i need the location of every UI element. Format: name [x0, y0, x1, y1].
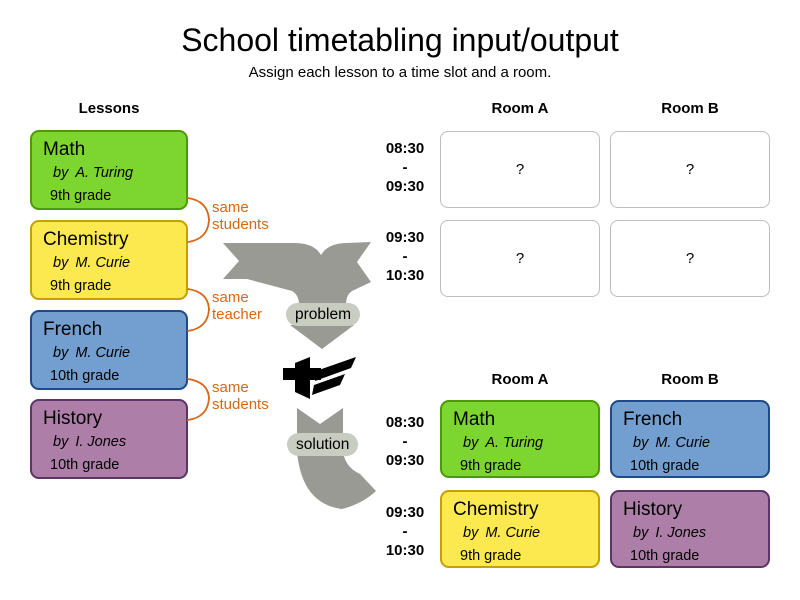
unsolved-cell-r1-room-a: ? [440, 131, 600, 208]
timeslot-end: 10:30 [385, 267, 425, 284]
unsolved-cell-r2-room-b: ? [610, 220, 770, 297]
solved-card-chemistry [440, 490, 600, 568]
lesson-card-history [30, 399, 188, 479]
teacher-name: I. Jones [75, 434, 127, 450]
by-label: by [633, 525, 649, 541]
lesson-name: Chemistry [453, 499, 539, 520]
page-title: School timetabling input/output [181, 22, 619, 58]
unsolved-cell-r2-room-a: ? [440, 220, 600, 297]
solved-room-b-header: Room B [661, 371, 719, 388]
timeslot-separator: - [402, 248, 408, 265]
lesson-teacher-line [633, 432, 759, 455]
teacher-name: M. Curie [75, 345, 131, 361]
timeslot-separator: - [402, 523, 408, 540]
solved-timeslot-1 [377, 413, 433, 470]
solved-timeslot-2 [377, 503, 433, 560]
by-label: by [53, 345, 69, 361]
problem-arrow [215, 235, 385, 355]
teacher-name: M. Curie [485, 525, 541, 541]
solved-card-french [610, 400, 770, 478]
unsolved-cell-r1-room-b: ? [610, 131, 770, 208]
lesson-teacher-line [53, 162, 177, 185]
lesson-teacher-line [463, 522, 589, 545]
lesson-teacher-line [53, 342, 177, 365]
timeslot-start: 09:30 [385, 504, 425, 521]
constraint-line2: students [212, 396, 269, 413]
same-students-bracket-2 [186, 377, 214, 422]
lesson-name: French [623, 409, 683, 430]
page-subtitle: Assign each lesson to a time slot and a room. [248, 64, 552, 81]
constraint-line1: same [212, 289, 249, 306]
lesson-grade: 10th grade [630, 548, 700, 564]
teacher-name: A. Turing [75, 165, 134, 181]
same-students-bracket-1 [186, 196, 214, 244]
teacher-name: M. Curie [655, 435, 711, 451]
by-label: by [463, 435, 479, 451]
timeslot-start: 09:30 [385, 229, 425, 246]
timeslot-start: 08:30 [385, 140, 425, 157]
constraint-line1: same [212, 379, 249, 396]
solution-arrow [290, 405, 385, 517]
lesson-name: Math [453, 409, 496, 430]
lesson-name: Chemistry [43, 229, 129, 250]
by-label: by [53, 255, 69, 271]
solved-card-math [440, 400, 600, 478]
teacher-name: A. Turing [485, 435, 544, 451]
timeslot-separator: - [402, 433, 408, 450]
solution-pill: solution [287, 433, 358, 456]
lesson-name: History [623, 499, 683, 520]
solved-card-history [610, 490, 770, 568]
solved-room-a-header: Room A [491, 371, 549, 388]
lesson-name: French [43, 319, 103, 340]
by-label: by [633, 435, 649, 451]
lesson-grade: 10th grade [50, 457, 120, 473]
by-label: by [463, 525, 479, 541]
timeslot-end: 09:30 [385, 178, 425, 195]
lesson-card-french [30, 310, 188, 390]
by-label: by [53, 434, 69, 450]
constraint-line2: students [212, 216, 269, 233]
lesson-teacher-line [53, 431, 177, 454]
lesson-teacher-line [463, 432, 589, 455]
problem-pill: problem [286, 303, 360, 326]
timeslot-start: 08:30 [385, 414, 425, 431]
lesson-teacher-line [53, 252, 177, 275]
timeslot-end: 10:30 [385, 542, 425, 559]
unsolved-room-b-header: Room B [661, 100, 719, 117]
lesson-grade: 9th grade [460, 548, 522, 564]
constraint-line1: same [212, 199, 249, 216]
lesson-grade: 9th grade [50, 188, 112, 204]
same-teacher-bracket [186, 287, 214, 333]
unsolved-room-a-header: Room A [491, 100, 549, 117]
lesson-card-math [30, 130, 188, 210]
teacher-name: I. Jones [655, 525, 707, 541]
constraint-same-students-2 [212, 379, 269, 413]
lesson-grade: 9th grade [460, 458, 522, 474]
unsolved-timeslot-1 [377, 139, 433, 196]
lesson-grade: 10th grade [630, 458, 700, 474]
timeslot-separator: - [402, 159, 408, 176]
timefold-logo-icon [282, 354, 358, 400]
lesson-grade: 10th grade [50, 368, 120, 384]
constraint-line2: teacher [212, 306, 263, 323]
timeslot-end: 09:30 [385, 452, 425, 469]
lesson-teacher-line [633, 522, 759, 545]
unsolved-timeslot-2 [377, 228, 433, 285]
lesson-name: History [43, 408, 103, 429]
lesson-name: Math [43, 139, 86, 160]
teacher-name: M. Curie [75, 255, 131, 271]
lesson-grade: 9th grade [50, 278, 112, 294]
lessons-header: Lessons [78, 100, 140, 117]
by-label: by [53, 165, 69, 181]
lesson-card-chemistry [30, 220, 188, 300]
constraint-same-students-1 [212, 199, 269, 233]
